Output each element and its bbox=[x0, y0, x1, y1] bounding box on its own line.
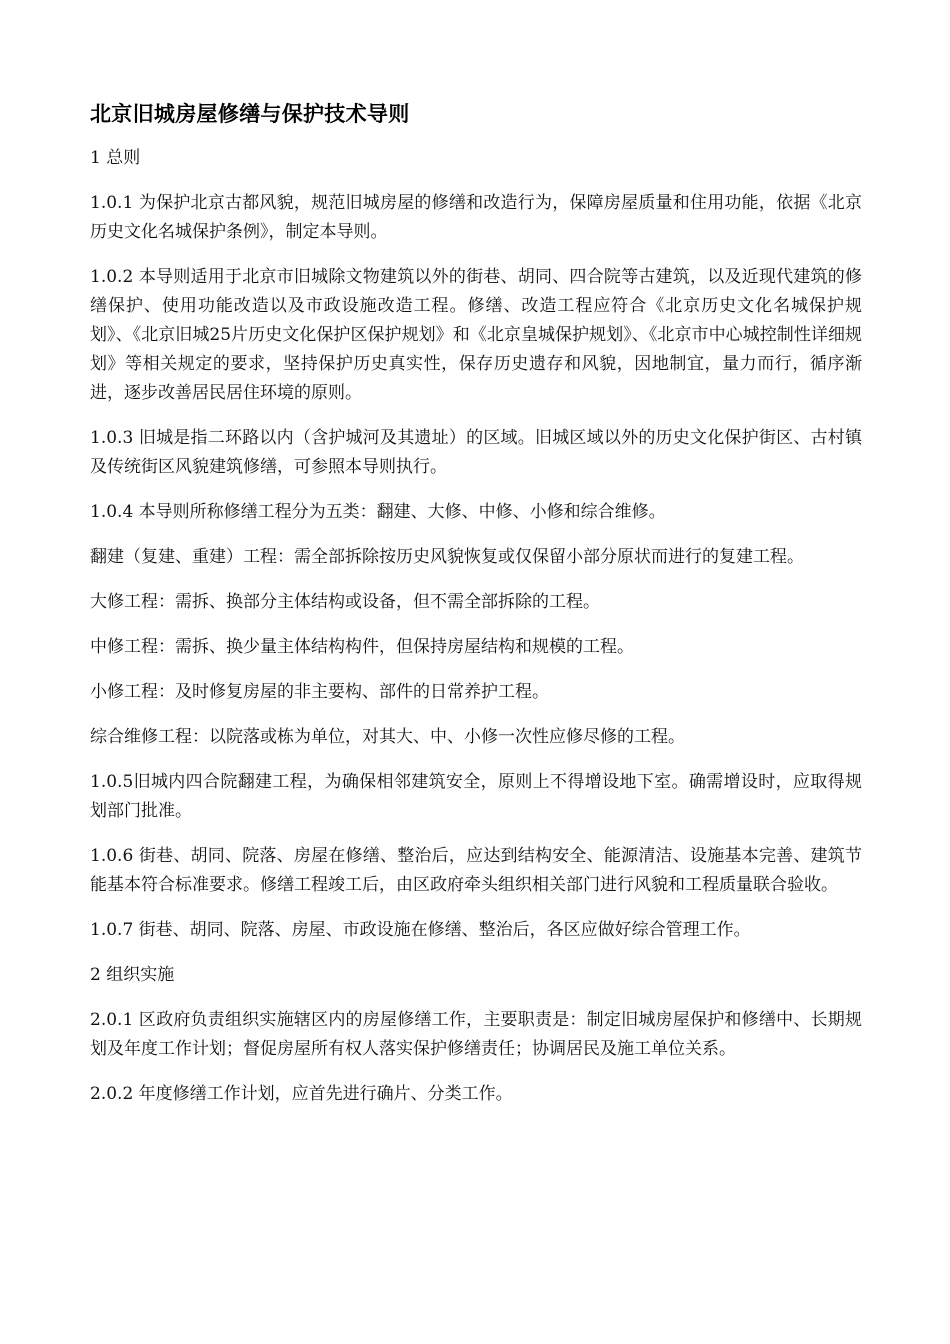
paragraph: 1.0.3 旧城是指二环路以内（含护城河及其遗址）的区域。旧城区域以外的历史文化保护街区、古村镇及传统街区风貌建筑修缮，可参照本导则执行。 bbox=[90, 428, 862, 477]
paragraph: 2.0.2 年度修缮工作计划，应首先进行确片、分类工作。 bbox=[90, 1084, 513, 1104]
paragraph: 综合维修工程：以院落或栋为单位，对其大、中、小修一次性应修尽修的工程。 bbox=[90, 727, 685, 747]
paragraph: 翻建（复建、重建）工程：需全部拆除按历史风貌恢复或仅保留小部分原状而进行的复建工程。 bbox=[90, 547, 804, 567]
document-title: 北京旧城房屋修缮与保护技术导则 bbox=[90, 102, 410, 126]
paragraph: 小修工程：及时修复房屋的非主要构、部件的日常养护工程。 bbox=[90, 682, 549, 702]
paragraph: 1.0.2 本导则适用于北京市旧城除文物建筑以外的街巷、胡同、四合院等古建筑，以及近现代建筑的修缮保护、使用功能改造以及市政设施改造工程。修缮、改造工程应符合《北京历史文化名城保护规划》、《北京旧城25片历史文化保护区保护规划》和《北京皇城保护规划》、《北京市中心城控制性详细规划》等相关规定的要求，坚持保护历史真实性，保存历史遗存和风貌，因地制宜，量力而行，循序渐进，逐步改善居民居住环境的原则。 bbox=[90, 267, 862, 403]
paragraph: 2.0.1 区政府负责组织实施辖区内的房屋修缮工作，主要职责是：制定旧城房屋保护和修缮中、长期规划及年度工作计划；督促房屋所有权人落实保护修缮责任；协调居民及施工单位关系。 bbox=[90, 1010, 862, 1059]
paragraph: 1.0.7 街巷、胡同、院落、房屋、市政设施在修缮、整治后，各区应做好综合管理工作。 bbox=[90, 920, 751, 940]
paragraph: 1.0.5旧城内四合院翻建工程，为确保相邻建筑安全，原则上不得增设地下室。确需增设时，应取得规划部门批准。 bbox=[90, 772, 862, 821]
paragraph: 1.0.6 街巷、胡同、院落、房屋在修缮、整治后，应达到结构安全、能源清洁、设施基本完善、建筑节能基本符合标准要求。修缮工程竣工后，由区政府牵头组织相关部门进行风貌和工程质量联合验收。 bbox=[90, 846, 862, 895]
document-body bbox=[90, 144, 862, 1125]
paragraph: 大修工程：需拆、换部分主体结构或设备，但不需全部拆除的工程。 bbox=[90, 592, 600, 612]
paragraph: 1.0.1 为保护北京古都风貌，规范旧城房屋的修缮和改造行为，保障房屋质量和住用功能，依据《北京历史文化名城保护条例》，制定本导则。 bbox=[90, 193, 862, 242]
paragraph: 中修工程：需拆、换少量主体结构构件，但保持房屋结构和规模的工程。 bbox=[90, 637, 634, 657]
paragraph: 1.0.4 本导则所称修缮工程分为五类：翻建、大修、中修、小修和综合维修。 bbox=[90, 502, 666, 522]
section-heading: 1 总则 bbox=[90, 148, 141, 168]
section-heading: 2 组织实施 bbox=[90, 965, 175, 985]
